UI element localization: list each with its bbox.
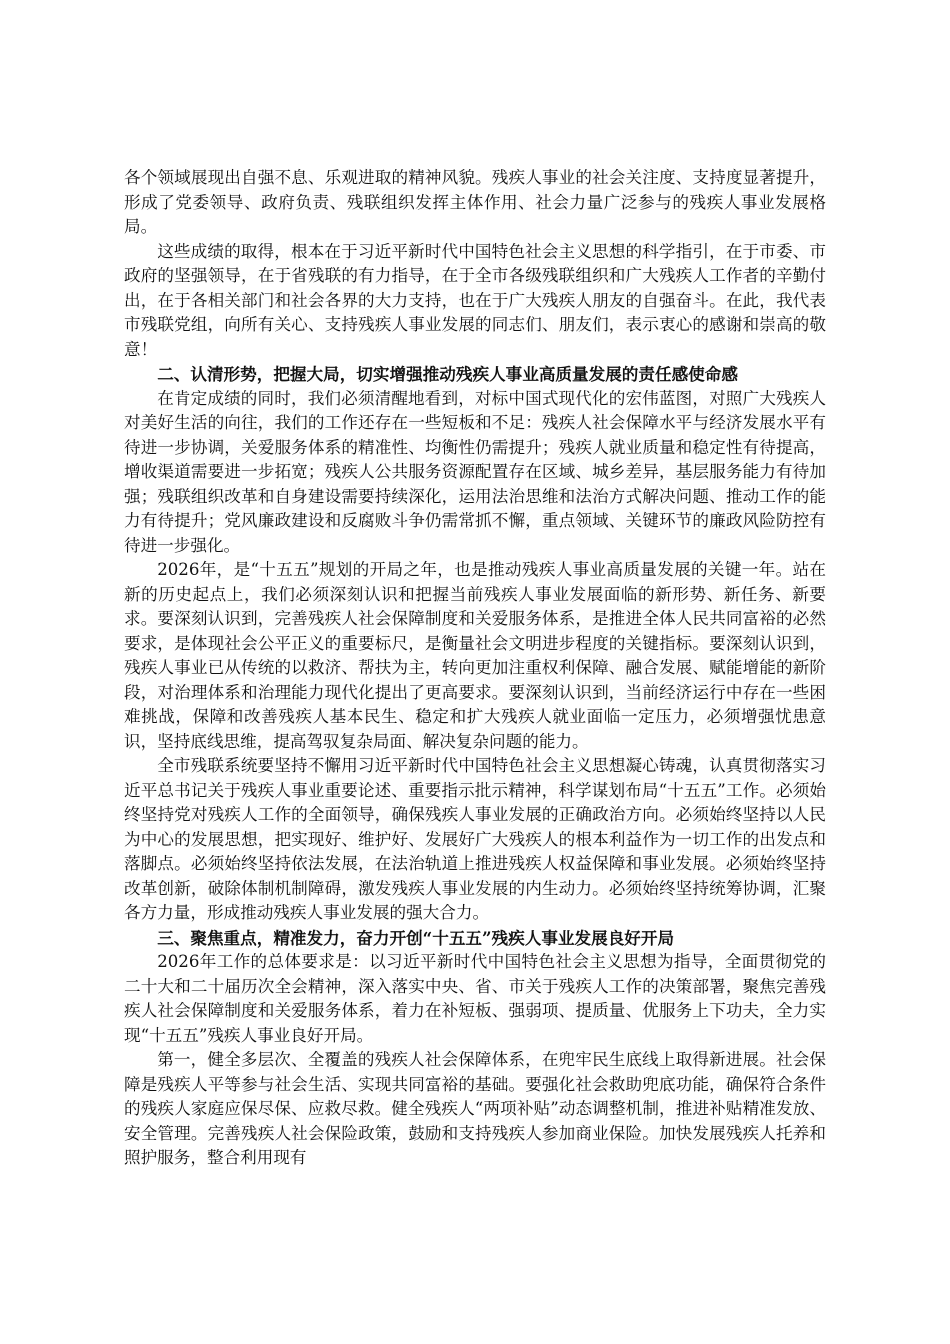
paragraph: 全市残联系统要坚持不懈用习近平新时代中国特色社会主义思想凝心铸魂，认真贯彻落实习近平总书记关于残疾人事业重要论述、重要指示批示精神，科学谋划布局“十五五”工作。必须始终坚持党对残疾人工作的全面领导，确保残疾人事业发展的正确政治方向。必须始终坚持以人民为中心的发展思想，把实现好、维护好、发展好广大残疾人的根本利益作为一切工作的出发点和落脚点。必须始终坚持依法发展，在法治轨道上推进残疾人权益保障和事业发展。必须始终坚持改革创新，破除体制机制障碍，激发残疾人事业发展的内生动力。必须始终坚持统筹协调，汇聚各方力量，形成推动残疾人事业发展的强大合力。 bbox=[124, 756, 826, 922]
paragraph: 2026年，是“十五五”规划的开局之年，也是推动残疾人事业高质量发展的关键一年。站在新的历史起点上，我们必须深刻认识和把握当前残疾人事业发展面临的新形势、新任务、新要求。要深刻认识到，完善残疾人社会保障制度和关爱服务体系，是推进全体人民共同富裕的必然要求，是体现社会公平正义的重要标尺，是衡量社会文明进步程度的关键指标。要深刻认识到，残疾人事业已从传统的以救济、帮扶为主，转向更加注重权利保障、融合发展、赋能增能的新阶段，对治理体系和治理能力现代化提出了更高要求。要深刻认识到，当前经济运行中存在一些困难挑战，保障和改善残疾人基本民生、稳定和扩大残疾人就业面临一定压力，必须增强忧患意识，坚持底线思维，提高驾驭复杂局面、解决复杂问题的能力。 bbox=[124, 560, 826, 751]
section-heading: 二、认清形势，把握大局，切实增强推动残疾人事业高质量发展的责任感使命感 bbox=[157, 364, 738, 384]
paragraph: 2026年工作的总体要求是：以习近平新时代中国特色社会主义思想为指导，全面贯彻党的二十大和二十届历次全会精神，深入落实中央、省、市关于残疾人工作的决策部署，聚焦完善残疾人社会保障制度和关爱服务体系，着力在补短板、强弱项、提质量、优服务上下功夫，全力实现“十五五”残疾人事业良好开局。 bbox=[124, 952, 826, 1045]
paragraph: 各个领域展现出自强不息、乐观进取的精神风貌。残疾人事业的社会关注度、支持度显著提升，形成了党委领导、政府负责、残联组织发挥主体作用、社会力量广泛参与的残疾人事业发展格局。 bbox=[124, 168, 826, 236]
paragraph: 第一，健全多层次、全覆盖的残疾人社会保障体系，在兜牢民生底线上取得新进展。社会保障是残疾人平等参与社会生活、实现共同富裕的基础。要强化社会救助兜底功能，确保符合条件的残疾人家庭应保尽保、应救尽救。健全残疾人“两项补贴”动态调整机制，推进补贴精准发放、安全管理。完善残疾人社会保险政策，鼓励和支持残疾人参加商业保险。加快发展残疾人托养和照护服务，整合利用现有 bbox=[124, 1050, 826, 1167]
section-heading: 三、聚焦重点，精准发力，奋力开创“十五五”残疾人事业发展良好开局 bbox=[157, 927, 675, 948]
document-page bbox=[124, 166, 826, 1171]
paragraph: 这些成绩的取得，根本在于习近平新时代中国特色社会主义思想的科学指引，在于市委、市政府的坚强领导，在于省残联的有力指导，在于全市各级残联组织和广大残疾人工作者的辛勤付出，在于各相关部门和社会各界的大力支持，也在于广大残疾人朋友的自强奋斗。在此，我代表市残联党组，向所有关心、支持残疾人事业发展的同志们、朋友们，表示衷心的感谢和崇高的敬意！ bbox=[124, 241, 826, 359]
paragraph: 在肯定成绩的同时，我们必须清醒地看到，对标中国式现代化的宏伟蓝图，对照广大残疾人对美好生活的向往，我们的工作还存在一些短板和不足：残疾人社会保障水平与经济发展水平有待进一步协调，关爱服务体系的精准性、均衡性仍需提升；残疾人就业质量和稳定性有待提高，增收渠道需要进一步拓宽；残疾人公共服务资源配置存在区域、城乡差异，基层服务能力有待加强；残联组织改革和自身建设需要持续深化，运用法治思维和法治方式解决问题、推动工作的能力有待提升；党风廉政建设和反腐败斗争仍需常抓不懈，重点领域、关键环节的廉政风险防控有待进一步强化。 bbox=[124, 388, 826, 555]
